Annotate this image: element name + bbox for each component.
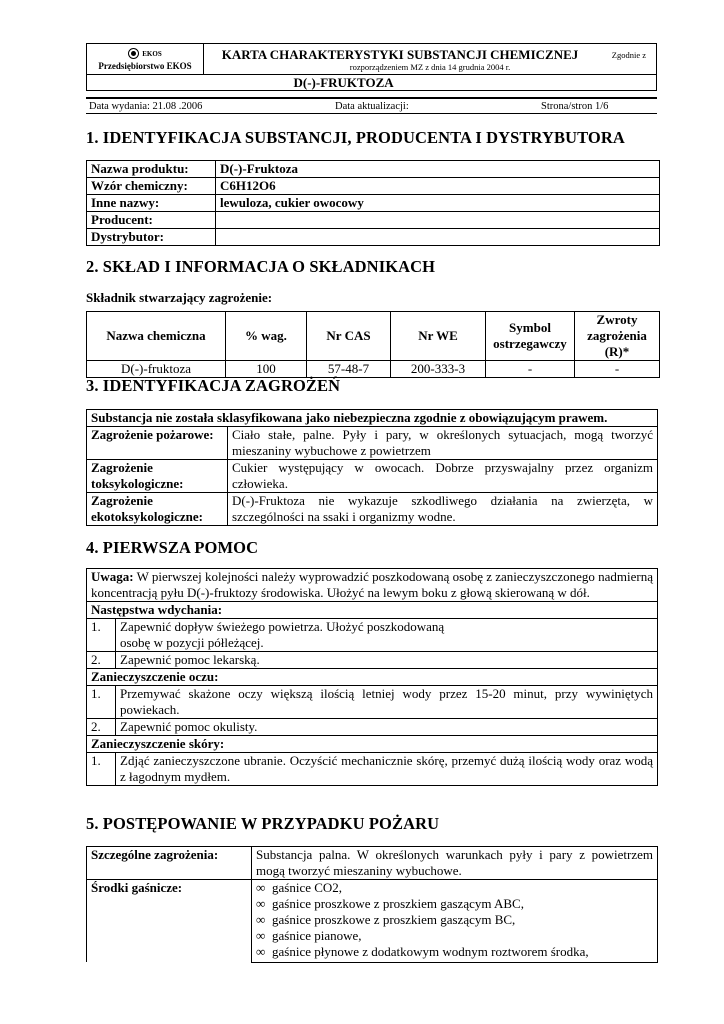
inhalation-2: Zapewnić pomoc lekarską. <box>116 652 658 669</box>
producer-value <box>216 212 660 229</box>
company-name: Przedsiębiorstwo EKOS <box>98 61 192 71</box>
inhalation-1-num: 1. <box>87 619 116 652</box>
ekos-logo <box>87 48 203 59</box>
composition-table <box>86 311 660 378</box>
hazards-table <box>86 409 658 526</box>
distributor-value <box>216 229 660 246</box>
eye-heading: Zanieczyszczenie oczu: <box>87 669 658 686</box>
formula-value: C6H12O6 <box>216 178 660 195</box>
product-name-label: Nazwa produktu: <box>87 161 216 178</box>
first-aid-note <box>87 569 658 602</box>
tox-hazard-value: Cukier występujący w owocach. Dobrze przyswajalny przez organizm człowieka. <box>228 460 658 493</box>
cell-r-phrases: - <box>575 361 660 378</box>
cell-chemical-name: D(-)-fruktoza <box>87 361 226 378</box>
first-aid-table <box>86 568 658 786</box>
skin-1-num: 1. <box>87 753 116 786</box>
section-5-heading: 5. POSTĘPOWANIE W PRZYPADKU POŻARU <box>86 814 440 833</box>
title-right: Zgodnie z <box>611 50 646 60</box>
bullet-icon: ∞ <box>256 944 266 959</box>
document-meta <box>86 97 657 114</box>
producer-label: Producent: <box>87 212 216 229</box>
bullet-icon: ∞ <box>256 928 266 943</box>
section-2-heading: 2. SKŁAD I INFORMACJA O SKŁADNIKACH <box>86 257 436 276</box>
distributor-label: Dystrybutor: <box>87 229 216 246</box>
fire-hazard-value: Ciało stałe, palne. Pyły i pary, w określonych sytuacjach, mogą tworzyć mieszaniny wybuchowe z powietrzem <box>228 427 658 460</box>
eye-2: Zapewnić pomoc okulisty. <box>116 719 658 736</box>
section-3-heading: 3. IDENTYFIKACJA ZAGROŻEŃ <box>86 376 341 395</box>
extinguishing-item: ∞ gaśnice proszkowe z proszkiem gaszącym ABC, <box>256 896 524 911</box>
product-name-value: D(-)-Fruktoza <box>216 161 660 178</box>
cell-cas: 57-48-7 <box>307 361 391 378</box>
bullet-icon: ∞ <box>256 896 266 911</box>
cell-weight-percent: 100 <box>226 361 307 378</box>
cell-we: 200-333-3 <box>391 361 486 378</box>
extinguishing-item: ∞ gaśnice płynowe z dodatkowym wodnym roztworem środka, <box>256 944 589 959</box>
section-4-heading: 4. PIERWSZA POMOC <box>86 538 259 557</box>
extinguishing-list <box>252 880 658 963</box>
skin-1: Zdjąć zanieczyszczone ubranie. Oczyścić mechanicznie skórę, przemyć dużą ilością wody oraz wodą z łagodnym mydłem. <box>116 753 658 786</box>
inhalation-heading: Następstwa wdychania: <box>87 602 658 619</box>
inhalation-1: Zapewnić dopływ świeżego powietrza. Ułożyć poszkodowaną osobę w pozycji półleżącej. <box>116 619 658 652</box>
product-name: D(-)-FRUKTOZA <box>204 75 657 91</box>
eye-2-num: 2. <box>87 719 116 736</box>
inhalation-2-num: 2. <box>87 652 116 669</box>
col-symbol: Symbol ostrzegawczy <box>486 312 575 361</box>
skin-heading: Zanieczyszczenie skóry: <box>87 736 658 753</box>
tox-hazard-label: Zagrożenie toksykologiczne: <box>87 460 228 493</box>
ecotox-hazard-value: D(-)-Fruktoza nie wykazuje szkodliwego działania na zwierzęta, w szczególności na ssaki i organizmy wodne. <box>228 493 658 526</box>
ekos-logo-icon <box>128 48 139 59</box>
document-header <box>86 43 657 91</box>
eye-1: Przemywać skażone oczy większą ilością letniej wody przez 15-20 minut, przy wywiniętych powiekach. <box>116 686 658 719</box>
note-label: Uwaga: <box>91 569 134 584</box>
extinguishing-label: Środki gaśnicze: <box>87 880 252 963</box>
special-hazards-label: Szczególne zagrożenia: <box>87 847 252 880</box>
extinguishing-item: ∞ gaśnice pianowe, <box>256 928 362 943</box>
formula-label: Wzór chemiczny: <box>87 178 216 195</box>
col-r-phrases: Zwroty zagrożenia (R)* <box>575 312 660 361</box>
company-cell <box>87 44 204 75</box>
note-text: W pierwszej kolejności należy wyprowadzić poszkodowaną osobę z zanieczyszczonego nadmierną koncentracją pyłu D(-)-fruktozy środowiska. Ułożyć na lewym boku z głową skierowaną w dół. <box>91 569 653 600</box>
fire-hazard-label: Zagrożenie pożarowe: <box>87 427 228 460</box>
col-weight-percent: % wag. <box>226 312 307 361</box>
page-number: Strona/stron 1/6 <box>538 98 657 114</box>
col-chemical-name: Nazwa chemiczna <box>87 312 226 361</box>
section-1-heading: 1. IDENTYFIKACJA SUBSTANCJI, PRODUCENTA I DYSTRYBUTORA <box>86 128 625 147</box>
issue-date: Data wydania: 21.08 .2006 <box>86 98 332 114</box>
other-names-value: lewuloza, cukier owocowy <box>216 195 660 212</box>
classification-banner: Substancja nie została sklasyfikowana jako niebezpieczna zgodnie z obowiązującym prawem. <box>87 410 658 427</box>
eye-1-num: 1. <box>87 686 116 719</box>
extinguishing-item: ∞ gaśnice CO2, <box>256 880 343 895</box>
identification-table <box>86 160 660 246</box>
document-title: KARTA CHARAKTERYSTYKI SUBSTANCJI CHEMICZNEJ <box>221 46 579 62</box>
hazard-component-intro: Składnik stwarzający zagrożenie: <box>86 290 273 305</box>
fire-table <box>86 846 658 963</box>
cell-symbol: - <box>486 361 575 378</box>
bullet-icon: ∞ <box>256 880 266 895</box>
special-hazards-value: Substancja palna. W określonych warunkach pyły i pary z powietrzem mogą tworzyć mieszaniny wybuchowe. <box>252 847 658 880</box>
title-cell <box>204 44 657 75</box>
update-date: Data aktualizacji: <box>332 98 538 114</box>
extinguishing-item: ∞ gaśnice proszkowe z proszkiem gaszącym BC, <box>256 912 516 927</box>
bullet-icon: ∞ <box>256 912 266 927</box>
other-names-label: Inne nazwy: <box>87 195 216 212</box>
ecotox-hazard-label: Zagrożenie ekotoksykologiczne: <box>87 493 228 526</box>
document-subtitle: rozporządzeniem MZ z dnia 14 grudnia 2004 r. <box>349 61 511 72</box>
col-cas: Nr CAS <box>307 312 391 361</box>
col-we: Nr WE <box>391 312 486 361</box>
logo-text: EKOS <box>142 49 162 58</box>
